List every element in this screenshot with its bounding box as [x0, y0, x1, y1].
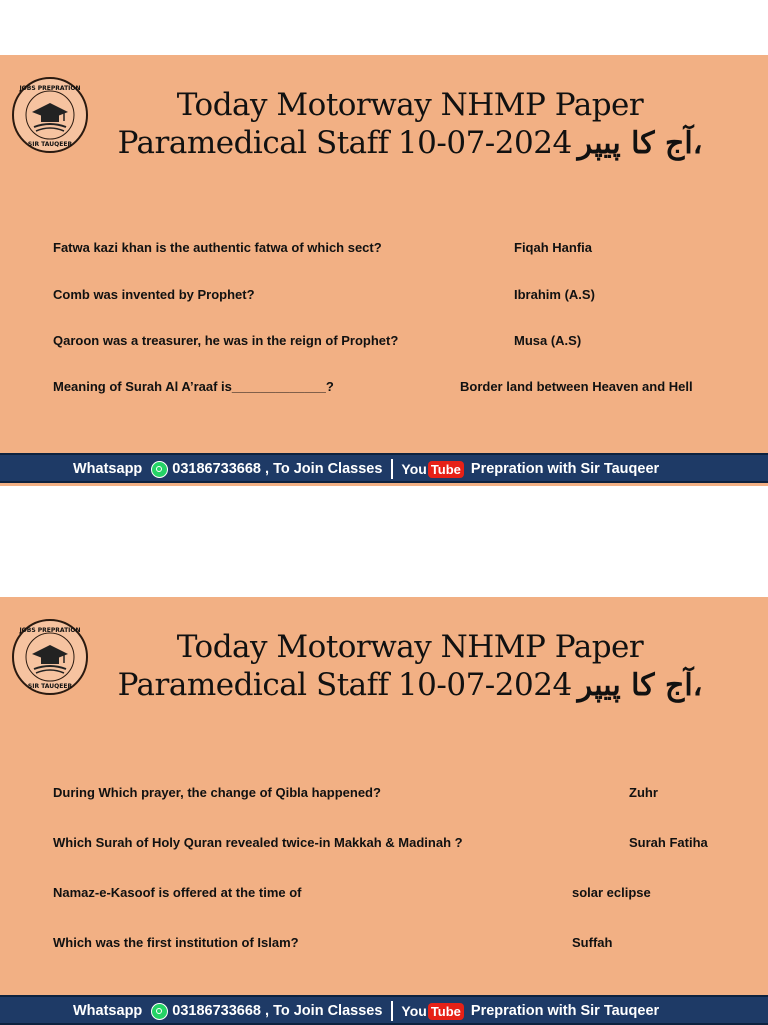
title-line-2-text: Paramedical Staff 10-07-2024: [117, 667, 572, 703]
phone-number: 03186733668 , To Join Classes: [172, 1003, 383, 1019]
youtube-icon: Tube: [428, 1003, 464, 1020]
title-urdu: آج کا پیپر،: [577, 668, 703, 703]
question-3: Namaz-e-Kasoof is offered at the time of: [53, 885, 302, 900]
channel-name: Prepration with Sir Tauqeer: [470, 1003, 660, 1019]
answer-3: solar eclipse: [572, 885, 651, 900]
whatsapp-icon: [151, 1003, 168, 1020]
title-line-1: Today Motorway NHMP Paper: [176, 87, 644, 123]
svg-text:SIR TAUQEER: SIR TAUQEER: [27, 683, 73, 690]
answer-1: Fiqah Hanfia: [514, 240, 593, 255]
youtube-you: You: [401, 461, 427, 477]
title-line-2: [90, 666, 730, 705]
title-line-1: Today Motorway NHMP Paper: [176, 629, 644, 665]
whatsapp-label: Whatsapp: [73, 461, 143, 477]
svg-text:JOBS PREPRATION: JOBS PREPRATION: [19, 627, 81, 634]
logo-icon: [12, 619, 88, 695]
title-line-2-text: Paramedical Staff 10-07-2024: [117, 125, 572, 161]
question-3: Qaroon was a treasurer, he was in the reign of Prophet?: [53, 333, 399, 348]
footer-bar: [0, 995, 768, 1025]
answer-4: Border land between Heaven and Hell: [460, 379, 693, 394]
svg-text:JOBS PREPRATION: JOBS PREPRATION: [19, 85, 81, 92]
phone-number: 03186733668 , To Join Classes: [172, 461, 383, 477]
divider: [391, 459, 393, 479]
answer-3: Musa (A.S): [514, 333, 582, 348]
title-line-2: [90, 124, 730, 163]
whatsapp-label: Whatsapp: [73, 1003, 143, 1019]
answer-2: Surah Fatiha: [629, 835, 708, 850]
page-title: [90, 628, 730, 705]
question-1: During Which prayer, the change of Qibla happened?: [53, 785, 381, 800]
title-urdu: آج کا پیپر،: [577, 126, 703, 161]
answer-4: Suffah: [572, 935, 613, 950]
question-2: Which Surah of Holy Quran revealed twice-in Makkah & Madinah ?: [53, 835, 463, 850]
answer-2: Ibrahim (A.S): [514, 287, 595, 302]
svg-text:SIR TAUQEER: SIR TAUQEER: [27, 141, 73, 148]
slide-1: [0, 55, 768, 486]
youtube-icon: Tube: [428, 461, 464, 478]
whatsapp-icon: [151, 461, 168, 478]
question-1: Fatwa kazi khan is the authentic fatwa of which sect?: [53, 240, 382, 255]
question-4: Meaning of Surah Al A’raaf is_____________?: [53, 379, 334, 394]
logo-icon: [12, 77, 88, 153]
channel-name: Prepration with Sir Tauqeer: [470, 461, 660, 477]
question-2: Comb was invented by Prophet?: [53, 287, 255, 302]
answer-1: Zuhr: [629, 785, 658, 800]
page-title: [90, 86, 730, 163]
footer-bar: [0, 453, 768, 483]
question-4: Which was the first institution of Islam?: [53, 935, 299, 950]
youtube-you: You: [401, 1003, 427, 1019]
divider: [391, 1001, 393, 1021]
slide-2: [0, 597, 768, 1024]
